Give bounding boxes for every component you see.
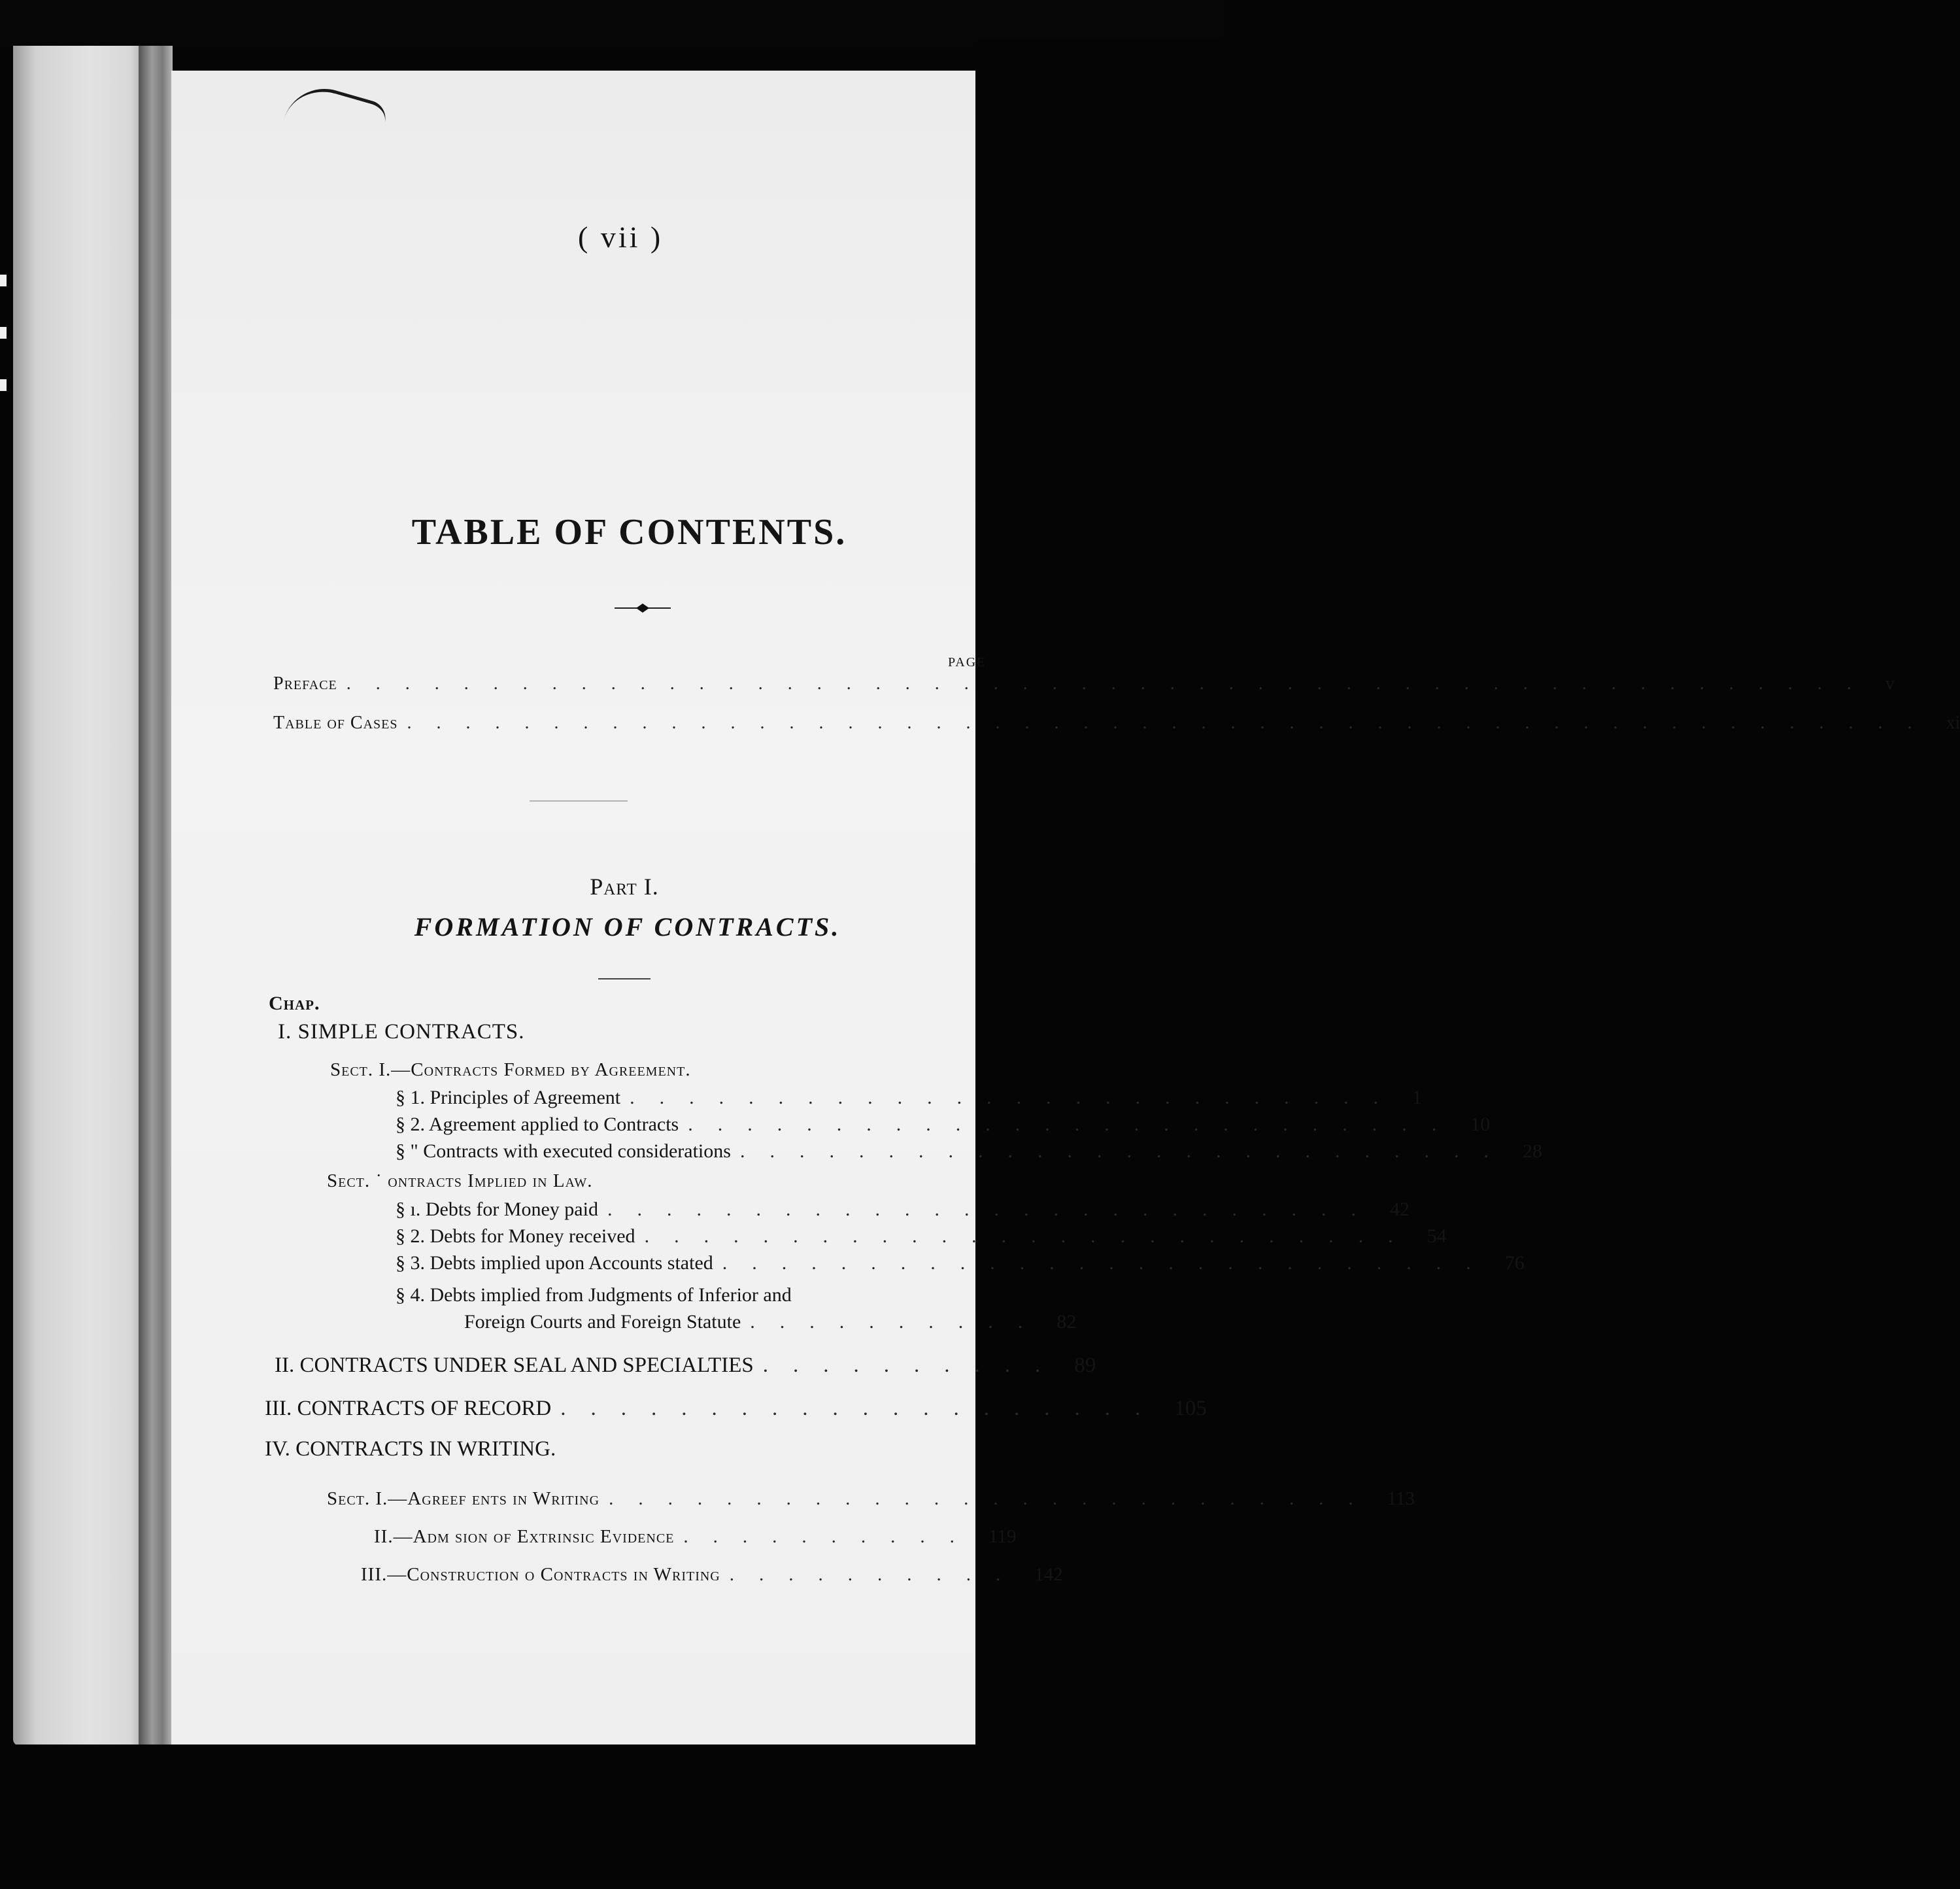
toc-entry-label: III.—Construction o Contracts in Writing: [361, 1564, 720, 1585]
leader-dots: ..........................: [609, 1488, 1378, 1509]
toc-entry-label: II.—Adm sion of Extrinsic Evidence: [374, 1526, 675, 1547]
spine-mark: [0, 275, 7, 286]
toc-page-number: v: [1885, 673, 1895, 694]
toc-entry-label: II. CONTRACTS UNDER SEAL AND SPECIALTIES: [275, 1353, 754, 1377]
toc-entry: [361, 1564, 1063, 1585]
toc-entry: [374, 1526, 1017, 1547]
leader-dots: ..........: [683, 1526, 979, 1547]
toc-page-number: xi: [1946, 713, 1960, 733]
section-divider: [530, 800, 628, 802]
toc-entry-label: Sect. I.—Agreef ents in Writing: [327, 1488, 600, 1509]
toc-page-number: 119: [988, 1526, 1017, 1547]
page-title: TABLE OF CONTENTS.: [411, 512, 847, 553]
page-folio: ( vii ): [578, 220, 664, 254]
leader-dots: ..........................: [722, 1252, 1496, 1274]
toc-page-number: 42: [1389, 1199, 1410, 1220]
toc-page-number: 54: [1427, 1225, 1447, 1247]
scan-border-bottom: [0, 1744, 1223, 1889]
toc-entry-label: § 1. Principles of Agreement: [396, 1087, 621, 1108]
toc-page-number: 10: [1470, 1114, 1491, 1135]
toc-entry: [327, 1488, 1415, 1509]
toc-entry: [464, 1311, 1077, 1333]
page-column-header: PAGE: [948, 655, 987, 670]
title-ornament: [615, 602, 671, 615]
toc-entry-label: Table of Cases: [273, 713, 398, 733]
spine-mark: [0, 379, 7, 391]
toc-entry-label: § " Contracts with executed considerations: [396, 1140, 731, 1162]
toc-chapter-entry: [275, 1353, 1096, 1377]
chapter-column-header: Chap.: [269, 993, 320, 1014]
toc-entry: [396, 1252, 1525, 1274]
toc-entry: [396, 1199, 1410, 1220]
toc-entry: [396, 1225, 1447, 1247]
toc-page-number: 82: [1056, 1311, 1077, 1333]
toc-entry-table-of-cases: [273, 713, 1960, 733]
toc-page-number: 105: [1174, 1397, 1207, 1420]
toc-entry-label: § 2. Debts for Money received: [396, 1225, 635, 1247]
toc-entry-label: Foreign Courts and Foreign Statute: [464, 1311, 741, 1333]
chapter-heading: I. SIMPLE CONTRACTS.: [278, 1020, 525, 1044]
chapter-heading: IV. CONTRACTS IN WRITING.: [265, 1437, 556, 1461]
leader-dots: ..........................: [607, 1199, 1381, 1220]
toc-entry-label: § 2. Agreement applied to Contracts: [396, 1114, 679, 1135]
toc-entry-label: III. CONTRACTS OF RECORD: [265, 1397, 552, 1420]
leader-dots: ....................: [560, 1397, 1166, 1420]
toc-page-number: 1: [1412, 1087, 1423, 1108]
toc-page-number: 76: [1504, 1252, 1525, 1274]
toc-page-number: 28: [1522, 1140, 1542, 1162]
toc-entry: [396, 1114, 1491, 1135]
toc-entry: [396, 1140, 1542, 1162]
toc-entry-label: § 4. Debts implied from Judgments of Inferior and: [396, 1284, 792, 1306]
leader-dots: ....................................................: [407, 713, 1937, 733]
toc-entry-label: § ı. Debts for Money paid: [396, 1199, 598, 1220]
leader-dots: ....................................................: [346, 673, 1876, 694]
part-label: Part I.: [590, 874, 659, 900]
part-divider: [598, 978, 651, 979]
toc-entry-label: § 3. Debts implied upon Accounts stated: [396, 1252, 713, 1274]
leader-dots: ..........: [729, 1564, 1026, 1585]
leader-dots: ..........................: [688, 1114, 1462, 1135]
part-title: FORMATION OF CONTRACTS.: [414, 912, 841, 942]
scan-border-right: [975, 39, 1223, 1889]
toc-page-number: 89: [1074, 1353, 1096, 1377]
toc-page-number: 142: [1034, 1564, 1063, 1585]
toc-entry-preface: [273, 673, 1895, 694]
leader-dots: ..........................: [644, 1225, 1418, 1247]
section-heading: Sect. ˙ ontracts Implied in Law.: [327, 1170, 593, 1191]
toc-chapter-entry: [265, 1397, 1207, 1420]
toc-entry-label: Preface: [273, 673, 337, 694]
section-heading: Sect. I.—Contracts Formed by Agreement.: [330, 1059, 691, 1080]
leader-dots: ..........................: [630, 1087, 1404, 1108]
leader-dots: ..........: [762, 1353, 1066, 1377]
spine-mark: [0, 327, 7, 339]
leader-dots: ..........................: [739, 1140, 1513, 1162]
toc-entry: [396, 1087, 1423, 1108]
leader-dots: ..........: [750, 1311, 1048, 1333]
toc-page-number: 113: [1387, 1488, 1415, 1509]
